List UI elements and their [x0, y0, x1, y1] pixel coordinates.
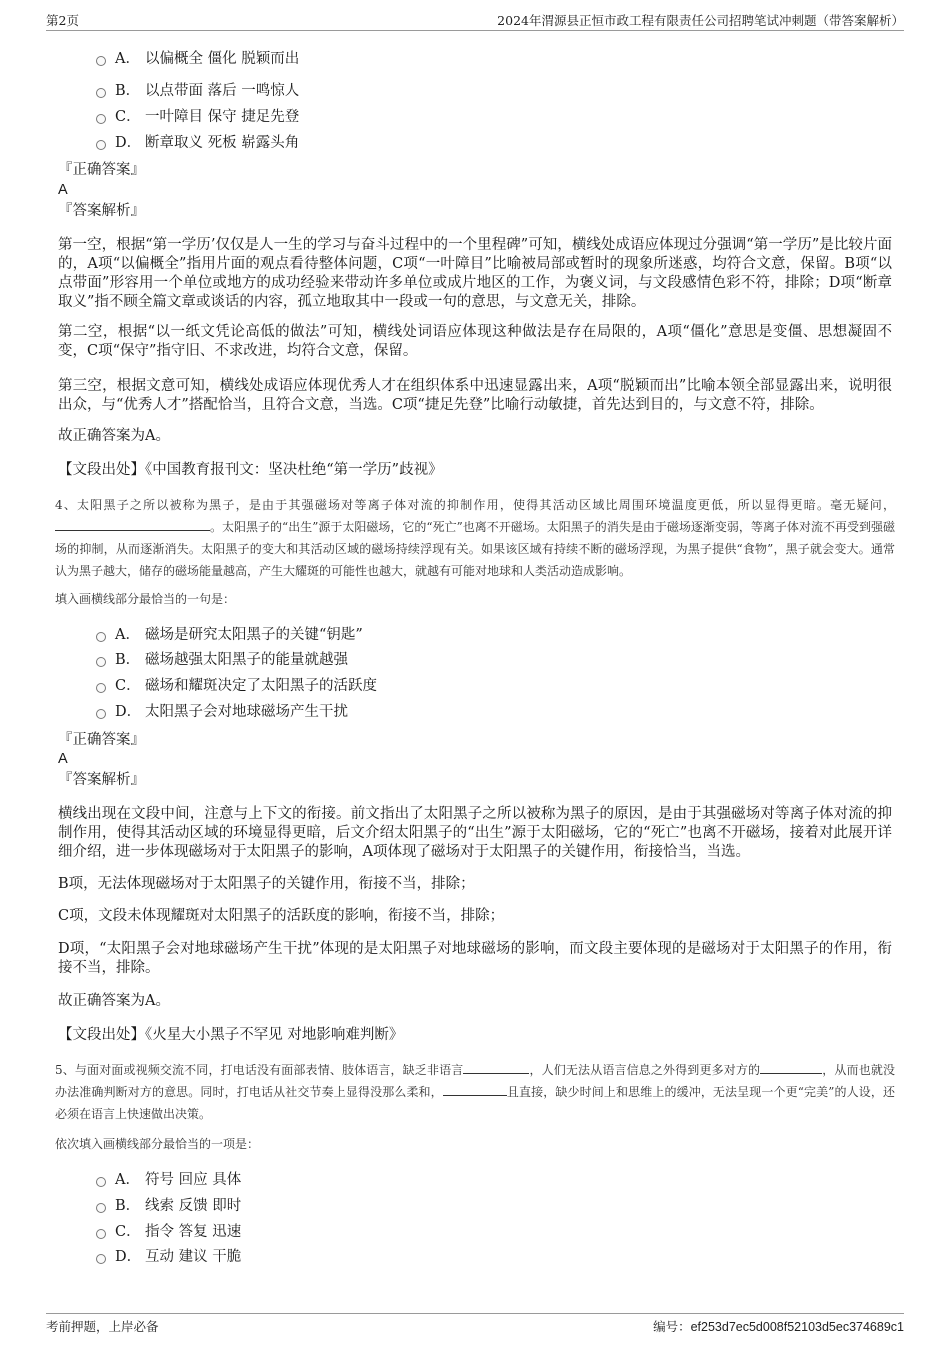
radio-icon[interactable]: [96, 114, 106, 124]
q4-option-c[interactable]: C． 磁场和耀斑决定了太阳黑子的活跃度: [96, 674, 377, 698]
document-title: 2024年渭源县正恒市政工程有限责任公司招聘笔试冲刺题（带答案解析）: [497, 13, 904, 28]
q4-prompt: 填入画横线部分最恰当的一句是：: [55, 592, 236, 606]
q3-option-a[interactable]: A． 以偏概全 僵化 脱颖而出: [96, 47, 299, 71]
q5-blank-1: [463, 1061, 529, 1074]
page-number: 第2页: [46, 13, 79, 28]
q4-source: 【文段出处】《火星大小黑子不罕见 对地影响难判断》: [58, 1027, 404, 1043]
q4-option-b[interactable]: B． 磁场越强太阳黑子的能量就越强: [96, 648, 348, 672]
q5-option-a[interactable]: A． 符号 回应 具体: [96, 1168, 241, 1192]
q5-prompt: 依次填入画横线部分最恰当的一项是：: [55, 1137, 260, 1151]
q5-option-b[interactable]: B． 线索 反馈 即时: [96, 1194, 241, 1218]
q4-analysis-paragraph: C项，文段未体现耀斑对太阳黑子的活跃度的影响，衔接不当，排除；: [58, 908, 505, 924]
q5-blank-2: [760, 1061, 822, 1074]
page-footer: [46, 1313, 904, 1334]
q5-stem: 5、与面对面或视频交流不同，打电话没有面部表情、肢体语言，缺乏非语言 ，人们无法从语言信息之外得到更多对方的 ，从而也就没办法准确判断对方的意思。同时，打电话从社交节奏上显得没那么柔和， 且直接，缺少时间上和思维上的缓冲，无法呈现一个更“完美”的人设，还必须在语言上快速做出决策。: [55, 1063, 895, 1121]
q4-option-d[interactable]: D． 太阳黑子会对地球磁场产生干扰: [96, 700, 348, 724]
q4-answer-label: 『正确答案』: [58, 732, 145, 748]
q3-analysis-label: 『答案解析』: [58, 203, 145, 219]
radio-icon[interactable]: [96, 683, 106, 693]
footer-slogan: 考前押题，上岸必备: [46, 1319, 159, 1334]
q3-answer-label: 『正确答案』: [58, 162, 145, 178]
q3-option-b[interactable]: B． 以点带面 落后 一鸣惊人: [96, 79, 299, 103]
q4-conclusion: 故正确答案为A。: [58, 993, 170, 1009]
page-header: [46, 12, 904, 31]
radio-icon[interactable]: [96, 1203, 106, 1213]
radio-icon[interactable]: [96, 88, 106, 98]
q3-analysis-paragraph: 第二空，根据“以一纸文凭论高低的做法”可知，横线处词语应体现这种做法是存在局限的，A项“僵化”意思是变僵、思想凝固不变，C项“保守”指守旧、不求改进，均符合文意，保留。: [58, 324, 892, 359]
q3-analysis-paragraph: 第三空，根据文意可知，横线处成语应体现优秀人才在组织体系中迅速显露出来，A项“脱颖而出”比喻本领全部显露出来，说明很出众，与“优秀人才”搭配恰当，且符合文意，当选。C项“捷足先登”比喻行动敏捷，首先达到目的，与文意不符，排除。: [58, 378, 892, 413]
radio-icon[interactable]: [96, 140, 106, 150]
q4-analysis-paragraph: 横线出现在文段中间，注意与上下文的衔接。前文指出了太阳黑子之所以被称为黑子的原因，是由于其强磁场对等离子体对流的抑制作用，使得其活动区域的环境显得更暗，后文介绍太阳黑子的“出生”源于太阳磁场，它的“死亡”也离不开磁场，接着对此展开详细介绍，进一步体现磁场对于太阳黑子的影响，A项体现了磁场对于太阳黑子的关键作用，衔接恰当，当选。: [58, 806, 892, 860]
q4-analysis-paragraph: D项，“太阳黑子会对地球磁场产生干扰”体现的是太阳黑子对地球磁场的影响，而文段主要体现的是磁场对于太阳黑子的作用，衔接不当，排除。: [58, 941, 892, 976]
q4-option-a[interactable]: A． 磁场是研究太阳黑子的关键“钥匙”: [96, 623, 363, 647]
q3-source: 【文段出处】《中国教育报刊文：坚决杜绝“第一学历”歧视》: [58, 462, 443, 478]
q5-option-c[interactable]: C． 指令 答复 迅速: [96, 1220, 241, 1244]
radio-icon[interactable]: [96, 1177, 106, 1187]
radio-icon[interactable]: [96, 657, 106, 667]
radio-icon[interactable]: [96, 1229, 106, 1239]
q5-blank-3: [443, 1083, 507, 1096]
q4-answer: A: [58, 751, 68, 767]
q3-option-d[interactable]: D． 断章取义 死板 崭露头角: [96, 131, 299, 155]
q5-option-d[interactable]: D． 互动 建议 干脆: [96, 1245, 241, 1269]
q3-answer: A: [58, 182, 68, 198]
radio-icon[interactable]: [96, 56, 106, 66]
q3-conclusion: 故正确答案为A。: [58, 428, 170, 444]
q4-blank: [55, 518, 210, 531]
q3-option-c[interactable]: C． 一叶障目 保守 捷足先登: [96, 105, 299, 129]
q4-analysis-paragraph: B项，无法体现磁场对于太阳黑子的关键作用，衔接不当，排除；: [58, 876, 475, 892]
radio-icon[interactable]: [96, 632, 106, 642]
q4-stem: 4、太阳黑子之所以被称为黑子，是由于其强磁场对等离子体对流的抑制作用，使得其活动区域比周围环境温度更低，所以显得更暗。毫无疑问，。太阳黑子的“出生”源于太阳磁场，它的“死亡”也离不开磁场。太阳黑子的消失是由于磁场逐渐变弱，等离子体对流不再受到强磁场的抑制，从而逐渐消失。太阳黑子的变大和其活动区域的磁场持续浮现有关。如果该区域有持续不断的磁场浮现，为黑子提供“食物”，黑子就会变大。通常认为黑子越大，储存的磁场能量越高，产生大耀斑的可能性也越大，就越有可能对地球和人类活动造成影响。: [55, 498, 895, 578]
radio-icon[interactable]: [96, 709, 106, 719]
q4-analysis-label: 『答案解析』: [58, 772, 145, 788]
q3-analysis-paragraph: 第一空，根据“第一学历’仅仅是人一生的学习与奋斗过程中的一个里程碑”可知，横线处成语应体现过分强调“第一学历”是比较片面的，A项“以偏概全”指用片面的观点看待整体问题，C项“一叶障目”比喻被局部或暂时的现象所迷惑，均符合文意，保留。B项“以点带面”形容用一个单位或地方的成功经验来带动许多单位或成片地区的工作，为褒义词，与文段感情色彩不符，排除；D项“断章取义”指不顾全篇文章或谈话的内容，孤立地取其中一段或一句的意思，与文意无关，排除。: [58, 237, 892, 310]
radio-icon[interactable]: [96, 1254, 106, 1264]
document-code: 编号：ef253d7ec5d008f52103d5ec374689c1: [653, 1319, 904, 1334]
